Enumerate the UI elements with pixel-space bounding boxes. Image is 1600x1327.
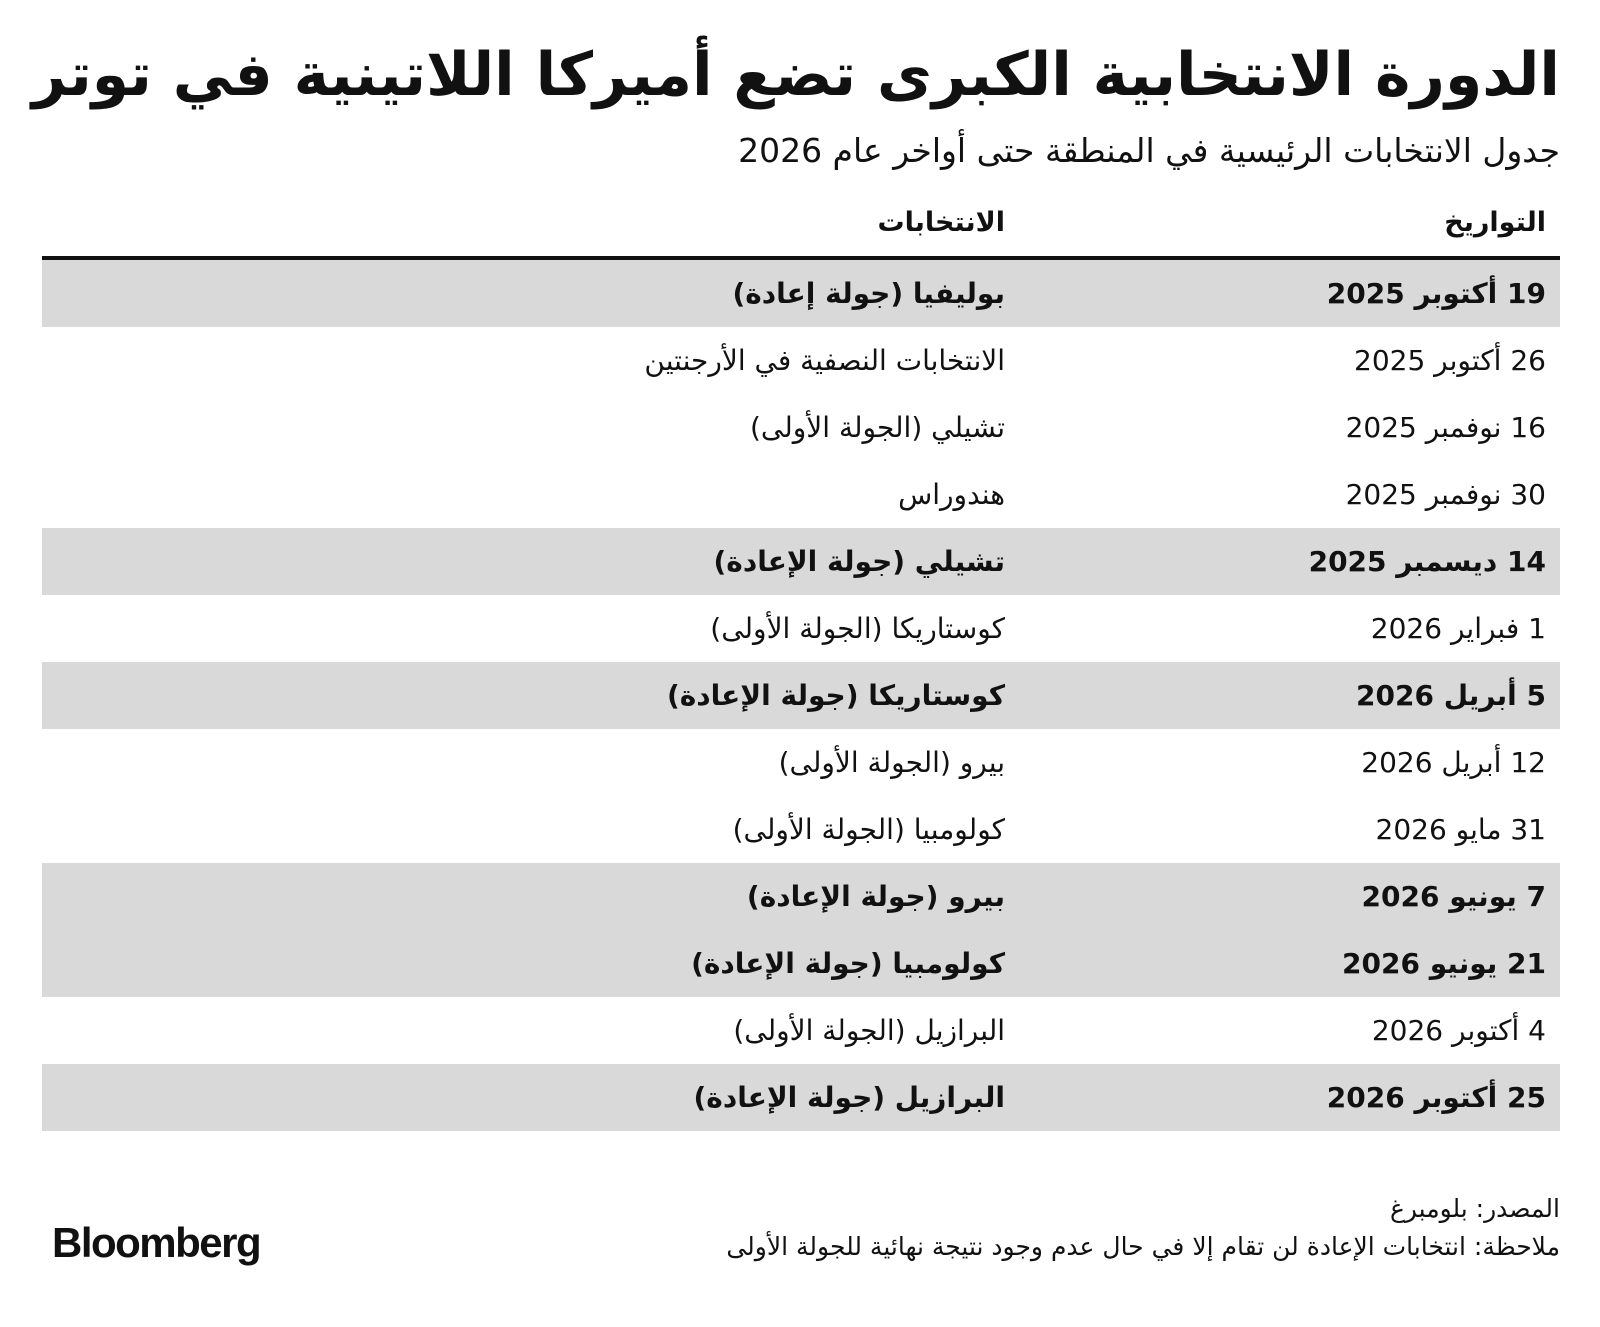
row-election: بيرو (الجولة الأولى) (778, 746, 1005, 779)
row-election: الانتخابات النصفية في الأرجنتين (644, 344, 1005, 377)
row-date: 26 أكتوبر 2025 (1354, 344, 1546, 377)
row-election: بيرو (جولة الإعادة) (746, 880, 1005, 913)
table-row (42, 260, 1560, 327)
table-row (42, 863, 1560, 930)
row-date: 31 مايو 2026 (1375, 813, 1546, 846)
row-date: 7 يونيو 2026 (1361, 880, 1546, 913)
table-row (42, 595, 1560, 662)
source-note: المصدر: بلومبرغ (1389, 1194, 1560, 1223)
row-date: 5 أبريل 2026 (1356, 679, 1546, 712)
table-row (42, 1064, 1560, 1131)
row-date: 1 فبراير 2026 (1370, 612, 1546, 645)
table-row (42, 729, 1560, 796)
row-date: 16 نوفمبر 2025 (1345, 411, 1546, 444)
footer-notes (460, 1190, 1560, 1266)
row-date: 12 أبريل 2026 (1361, 746, 1546, 779)
table-body (42, 260, 1560, 1131)
row-election: تشيلي (جولة الإعادة) (713, 545, 1005, 578)
row-date: 30 نوفمبر 2025 (1345, 478, 1546, 511)
header-dates: التواريخ (1444, 207, 1546, 238)
page-subtitle: جدول الانتخابات الرئيسية في المنطقة حتى أواخر عام 2026 (738, 131, 1560, 170)
row-election: كوستاريكا (الجولة الأولى) (710, 612, 1005, 645)
footnote: ملاحظة: انتخابات الإعادة لن تقام إلا في حال عدم وجود نتيجة نهائية للجولة الأولى (726, 1232, 1560, 1261)
row-election: هندوراس (898, 478, 1005, 511)
row-date: 25 أكتوبر 2026 (1326, 1081, 1546, 1114)
row-election: كوستاريكا (جولة الإعادة) (666, 679, 1005, 712)
table-row (42, 528, 1560, 595)
row-election: بوليفيا (جولة إعادة) (732, 277, 1005, 310)
header-elections: الانتخابات (877, 207, 1005, 238)
bloomberg-logo: Bloomberg (52, 1219, 261, 1266)
row-date: 4 أكتوبر 2026 (1371, 1014, 1546, 1047)
table-row (42, 930, 1560, 997)
row-date: 21 يونيو 2026 (1342, 947, 1546, 980)
elections-table (42, 190, 1560, 1131)
table-row (42, 461, 1560, 528)
row-date: 14 ديسمبر 2025 (1308, 545, 1546, 578)
row-election: كولومبيا (الجولة الأولى) (732, 813, 1005, 846)
page-title: الدورة الانتخابية الكبرى تضع أميركا اللاتينية في توتر (31, 40, 1560, 110)
table-row (42, 997, 1560, 1064)
row-election: تشيلي (الجولة الأولى) (749, 411, 1005, 444)
table-row (42, 796, 1560, 863)
row-date: 19 أكتوبر 2025 (1326, 277, 1546, 310)
row-election: البرازيل (جولة الإعادة) (693, 1081, 1005, 1114)
table-row (42, 394, 1560, 461)
table-row (42, 662, 1560, 729)
row-election: البرازيل (الجولة الأولى) (733, 1014, 1005, 1047)
row-election: كولومبيا (جولة الإعادة) (691, 947, 1005, 980)
table-row (42, 327, 1560, 394)
table-header (42, 190, 1560, 260)
